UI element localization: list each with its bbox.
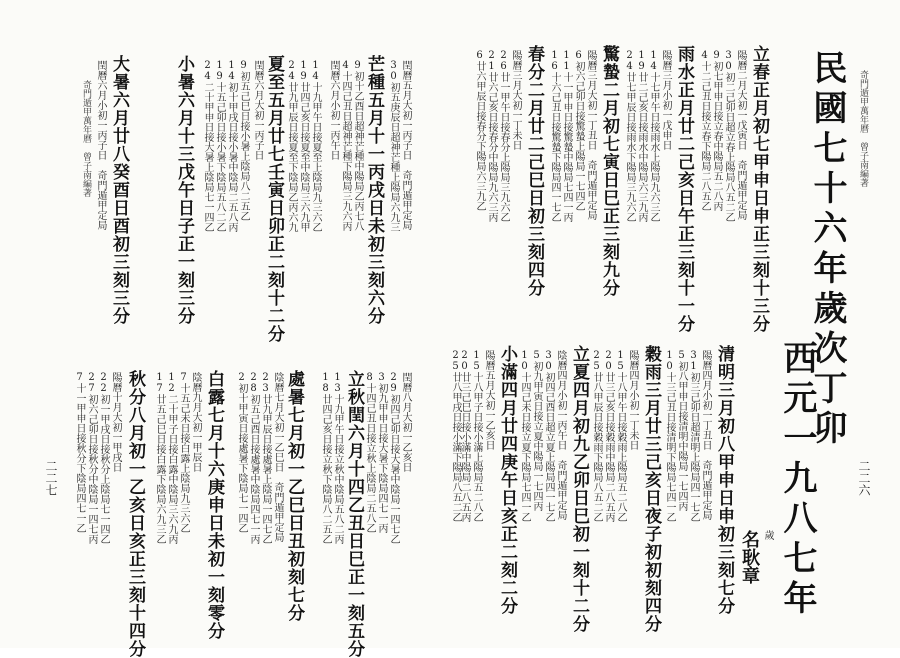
right-section-line: 陽曆四月小初一丁未日 (627, 350, 638, 450)
title-age: 歲 (762, 530, 773, 540)
left-lower-line: 22初一甲戌日接秋分上陰局七一四乙 (98, 372, 109, 544)
left-lower-line: 7十五己未日接白露上陰局九三六乙 (178, 372, 189, 533)
right-section-line: 26廿一甲午日接春分上陽局三九六乙 (498, 50, 509, 222)
right-section-heading: 穀雨三月廿三己亥日夜子初初刻四分 (641, 345, 661, 633)
right-page-number: 二二六 (857, 460, 871, 496)
right-section-line: 6初六己卯日接驚蟄上陽局一七四乙 (573, 50, 584, 211)
left-section-line: 閏曆六月小初一丙午日 (328, 60, 339, 160)
right-section-line: 陽曆三月小初一戊申日 (660, 50, 671, 150)
left-lower-line: 2初十甲寅日接處暑下陰局七一四乙 (236, 372, 247, 533)
right-section-line: 15十八甲子日接小滿上陽局五二八乙 (471, 350, 482, 522)
right-section-heading: 立夏四月初九乙卯日巳初一刻十二分 (569, 345, 589, 633)
right-page-header: 奇門遁甲萬年曆 曾子南編著 (858, 70, 868, 187)
right-section-heading: 立春正月初七甲申日申正三刻十三分 (749, 45, 769, 333)
right-section-line: 陽曆二月大初一戊寅日 奇門遁甲定局 (735, 50, 746, 220)
left-lower-line: 23廿九甲辰日接處暑上陰局一四七乙 (260, 372, 271, 544)
right-section-heading: 驚蟄二月初七寅日巳正三刻九分 (599, 45, 619, 297)
left-lower-line: 28初五己酉日接處暑中陰局四七一丙 (248, 372, 259, 544)
left-section-heading: 小暑六月十三戊午日子正一刻三分 (174, 55, 194, 325)
left-section-line: 閏曆五月大初一丙子日 奇門遁甲定局 (400, 60, 411, 230)
right-section-line: 15十八甲午日接穀雨上陽局五二八乙 (615, 350, 626, 522)
left-lower-heading: 立秋閏六月十四乙丑日巳正一刻五分 (344, 370, 364, 658)
left-section-line: 14初十甲戌日接小暑中陰局二五八丙 (226, 60, 237, 232)
left-section-heading: 大暑六月廿八癸酉日酉初三刻三分 (109, 55, 129, 325)
left-section-line: 9初五己巳日接小暑上陰局八二五乙 (238, 60, 249, 221)
right-section-line: 5初九甲寅日接立夏中陽局一七四丙 (531, 350, 542, 511)
left-section-line: 19廿四己亥日接夏至中陰局三六九甲 (298, 60, 309, 232)
left-section-line: 9初十乙酉日超神芒種中陽局乙丙七八 (352, 60, 363, 231)
right-section-line: 21廿六己亥日接春分中陽局九六三丙 (486, 50, 497, 222)
right-section-line: 5初八甲申日接清明中陽局一七四丙 (676, 350, 687, 511)
left-lower-line: 27初六己卯日接秋分中陰局一四七丙 (86, 372, 97, 544)
left-lower-line: 閏曆八月大初一乙亥日 (400, 372, 411, 472)
right-section-line: 9初七甲申日接立春中陽局五二八丙 (711, 50, 722, 211)
left-section-line: 14十九甲午日接夏至上陰局九三六乙 (310, 60, 321, 232)
right-section-line: 31初三己卯日超清明上陽局四一七乙 (688, 350, 699, 522)
title-line-1: 民國七十六年歲次丁卯 (807, 50, 847, 450)
title-name: 名耿章 (739, 530, 760, 584)
right-section-line: 陽曆三月大初一丁丑日 奇門遁甲定局 (585, 50, 596, 220)
left-lower-line: 29初四己卯日接大暑中陰局一四七乙 (388, 372, 399, 544)
right-section-line: 陰曆四月小初一丙午日 奇門遁甲定局 (555, 350, 566, 520)
right-section-line: 20廿三己巳日接小滿中陽局二八五丙 (459, 350, 470, 522)
right-section-line: 10十四己未日接立夏下陽局七四一乙 (519, 350, 530, 522)
left-lower-line: 陰曆七月大初一乙巳日 奇門遁甲定局 (272, 372, 283, 542)
left-section-heading: 夏至五月廿七壬寅日卯正二刻十二分 (264, 55, 284, 343)
left-lower-line: 陽曆十月大初一甲戌日 (110, 372, 121, 472)
right-section-line: 25廿八甲戌日接小滿下陽局八五二乙 (450, 350, 461, 522)
right-section-heading: 春分二月廿二己巳日初三刻四分 (524, 45, 544, 297)
left-lower-line: 12二十甲子日接白露中陰局三六九丙 (166, 372, 177, 544)
left-section-line: 19十五己卯日接小暑下陰局五八二乙 (214, 60, 225, 232)
left-section-line: 閏曆六月大初一丙子日 (252, 60, 263, 160)
left-section-line: 4十四己丑日超神芒種下陽局三九六丙 (340, 60, 351, 231)
left-lower-line: 13十九甲午日接立秋中陰局五八二丙 (332, 372, 343, 544)
right-section-line: 11十一甲申日接驚蟄中陽局七四一丙 (561, 50, 572, 222)
left-lower-heading: 白露七月十六庚申日未初一刻零分 (204, 370, 224, 640)
right-section-heading: 清明三月初八甲申日申初三刻七分 (714, 345, 734, 615)
left-lower-line: 18廿四己亥日接立秋下陰局八二五乙 (320, 372, 331, 544)
left-lower-line: 8十四己丑日接立秋上陰局二五八乙 (364, 372, 375, 533)
right-section-line: 24廿七甲辰日接雨水下陽局三九六乙 (624, 50, 635, 222)
left-lower-heading: 秋分八月初一乙亥日亥正三刻十四分 (125, 370, 145, 658)
left-lower-line: 陰曆九月大初一甲辰日 (190, 372, 201, 472)
right-section-line: 陽曆五月大初一乙亥日 (483, 350, 494, 450)
right-section-line: 30初二己卯日超立春上陽局八五二乙 (723, 50, 734, 222)
right-section-line: 20廿三己亥日接穀雨中陽局二八五丙 (603, 350, 614, 522)
right-section-line: 19廿二己亥日接雨水中陽局六三九丙 (636, 50, 647, 222)
left-section-line: 30初五庚辰日超神芒種上陽局六九三 (388, 60, 399, 232)
right-section-line: 6廿六甲辰日接春分下陽局六三九乙 (474, 50, 485, 211)
right-section-heading: 小滿四月廿四庚午日亥正二刻二分 (497, 345, 517, 615)
left-page-number: 二二七 (44, 460, 58, 496)
left-section-line: 閏曆六月小初一丙子日 奇門遁甲定局 (95, 60, 106, 230)
right-section-line: 10十三己丑日接清明下陽局七四一乙 (664, 350, 675, 522)
right-page (450, 0, 900, 648)
right-section-heading: 雨水正月廿二己亥日午正三刻十一分 (674, 45, 694, 333)
left-page-header: 奇門遁甲萬年曆 曾子南編著 (81, 80, 91, 197)
right-section-line: 25廿八甲辰日接穀雨下陽局八五二乙 (591, 350, 602, 522)
right-section-line: 陽曆三月大初一丁未日 (510, 50, 521, 150)
left-section-line: 24廿九甲辰日接夏至下陰局乙丙六九 (286, 60, 297, 232)
left-lower-line: 7十一甲申日接秋分下陰局四七一乙 (74, 372, 85, 533)
right-section-line: 4十二己丑日接立春下陽局二八五乙 (699, 50, 710, 211)
right-section-line: 陽曆四月小初一丁丑日 奇門遁甲定局 (700, 350, 711, 520)
right-section-line: 30初四己酉日超立夏上陽局四一七乙 (543, 350, 554, 522)
right-section-line: 14十七甲午日接雨水上陽局九六三乙 (648, 50, 659, 222)
left-section-line: 24二十甲申日接大暑上陰局七一四乙 (202, 60, 213, 232)
left-lower-line: 3初九甲申日接大暑下陰局四七一丙 (376, 372, 387, 533)
right-section-line: 16十六己丑日接驚蟄下陽局四一七乙 (549, 50, 560, 222)
left-lower-line: 17廿五己巳日接白露下陰局六九三乙 (154, 372, 165, 544)
left-section-heading: 芒種五月十一丙戌日未初三刻六分 (364, 55, 384, 325)
left-lower-heading: 處暑七月初一乙巳日丑初刻七分 (284, 370, 304, 622)
title-line-2: 西元一九八七年 (777, 340, 817, 620)
